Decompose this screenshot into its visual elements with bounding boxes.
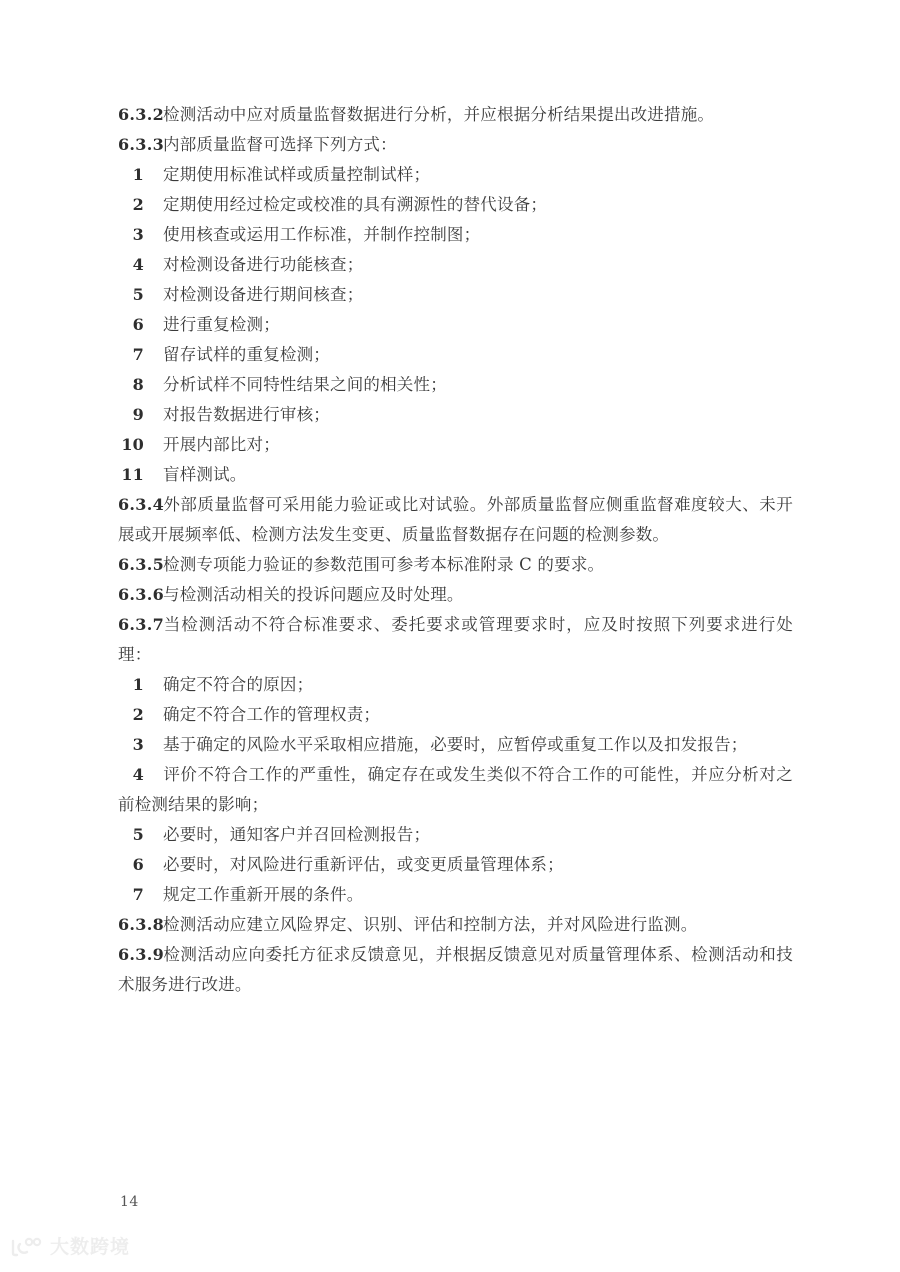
clause-text: 检测活动应向委托方征求反馈意见，并根据反馈意见对质量管理体系、检测活动和技术服务进行改进。 [118, 945, 793, 994]
clause-text: 检测专项能力验证的参数范围可参考本标准附录 C 的要求。 [163, 555, 605, 574]
list-item-number: 1 [132, 675, 144, 694]
clause-paragraph [118, 580, 793, 610]
list-item [118, 370, 793, 400]
document-body [118, 100, 793, 1000]
clause-text: 内部质量监督可选择下列方式： [163, 135, 397, 154]
clause-paragraph [118, 130, 793, 160]
list-item [118, 730, 793, 760]
clause-text: 检测活动应建立风险界定、识别、评估和控制方法，并对风险进行监测。 [163, 915, 698, 934]
list-item-number: 9 [132, 405, 144, 424]
list-item-text: 分析试样不同特性结果之间的相关性； [163, 375, 447, 394]
list-item [118, 190, 793, 220]
list-item-number: 5 [132, 285, 144, 304]
list-item-text: 进行重复检测； [163, 315, 280, 334]
list-item-text: 定期使用标准试样或质量控制试样； [163, 165, 431, 184]
list-item [118, 310, 793, 340]
list-item-text: 确定不符合的原因； [163, 675, 314, 694]
list-item [118, 220, 793, 250]
list-item-number: 3 [132, 735, 144, 754]
list-item [118, 850, 793, 880]
watermark-label: 大数跨境 [50, 1236, 131, 1258]
clause-paragraph [118, 940, 793, 1000]
list-item [118, 670, 793, 700]
clause-paragraph [118, 610, 793, 670]
list-item [118, 880, 793, 910]
list-item-text: 对检测设备进行功能核查； [163, 255, 364, 274]
list-item [118, 700, 793, 730]
list-item-text: 对检测设备进行期间核查； [163, 285, 364, 304]
list-item-number: 6 [132, 315, 144, 334]
list-item-text: 对报告数据进行审核； [163, 405, 330, 424]
dashu-kuajing-logo-icon [10, 1236, 44, 1258]
list-item-number: 2 [132, 195, 144, 214]
list-item [118, 820, 793, 850]
clause-paragraph [118, 550, 793, 580]
list-item-number: 7 [132, 885, 144, 904]
clause-paragraph [118, 490, 793, 550]
clause-paragraph [118, 100, 793, 130]
clause-number: 6.3.8 [118, 915, 165, 934]
list-item-number: 2 [132, 705, 144, 724]
clause-number: 6.3.6 [118, 585, 165, 604]
list-item-text: 规定工作重新开展的条件。 [163, 885, 364, 904]
list-item-number: 8 [132, 375, 144, 394]
list-item-number: 11 [121, 465, 144, 484]
list-item [118, 340, 793, 370]
list-item-number: 3 [132, 225, 144, 244]
list-item-text: 确定不符合工作的管理权责； [163, 705, 381, 724]
list-item [118, 280, 793, 310]
list-item-text: 必要时，对风险进行重新评估，或变更质量管理体系； [163, 855, 564, 874]
list-item-number: 5 [132, 825, 144, 844]
list-item-number: 1 [132, 165, 144, 184]
list-item-number: 6 [132, 855, 144, 874]
clause-number: 6.3.7 [118, 615, 165, 634]
list-item [118, 160, 793, 190]
list-item-number: 10 [121, 435, 144, 454]
list-item-text: 必要时，通知客户并召回检测报告； [163, 825, 431, 844]
watermark [10, 1236, 130, 1258]
clause-text: 检测活动中应对质量监督数据进行分析，并应根据分析结果提出改进措施。 [163, 105, 715, 124]
clause-text: 与检测活动相关的投诉问题应及时处理。 [163, 585, 464, 604]
list-item-number: 7 [132, 345, 144, 364]
list-item-text: 开展内部比对； [163, 435, 280, 454]
list-item-text: 评价不符合工作的严重性，确定存在或发生类似不符合工作的可能性，并应分析对之前检测结果的影响； [118, 765, 793, 814]
clause-text: 外部质量监督可采用能力验证或比对试验。外部质量监督应侧重监督难度较大、未开展或开展频率低、检测方法发生变更、质量监督数据存在问题的检测参数。 [118, 495, 793, 544]
clause-number: 6.3.4 [118, 495, 165, 514]
list-item [118, 460, 793, 490]
list-item-text: 盲样测试。 [163, 465, 247, 484]
clause-number: 6.3.3 [118, 135, 165, 154]
list-item [118, 430, 793, 460]
list-item-text: 基于确定的风险水平采取相应措施，必要时，应暂停或重复工作以及扣发报告； [163, 735, 748, 754]
clause-number: 6.3.5 [118, 555, 165, 574]
clause-paragraph [118, 910, 793, 940]
clause-text: 当检测活动不符合标准要求、委托要求或管理要求时，应及时按照下列要求进行处理： [118, 615, 793, 664]
clause-number: 6.3.9 [118, 945, 165, 964]
list-item-number: 4 [132, 255, 144, 274]
list-item [118, 250, 793, 280]
list-item-text: 定期使用经过检定或校准的具有溯源性的替代设备； [163, 195, 548, 214]
page-number: 14 [120, 1194, 139, 1210]
clause-number: 6.3.2 [118, 105, 165, 124]
list-item-text: 留存试样的重复检测； [163, 345, 330, 364]
list-item [118, 760, 793, 820]
list-item [118, 400, 793, 430]
list-item-text: 使用核查或运用工作标准，并制作控制图； [163, 225, 481, 244]
list-item-number: 4 [132, 765, 144, 784]
